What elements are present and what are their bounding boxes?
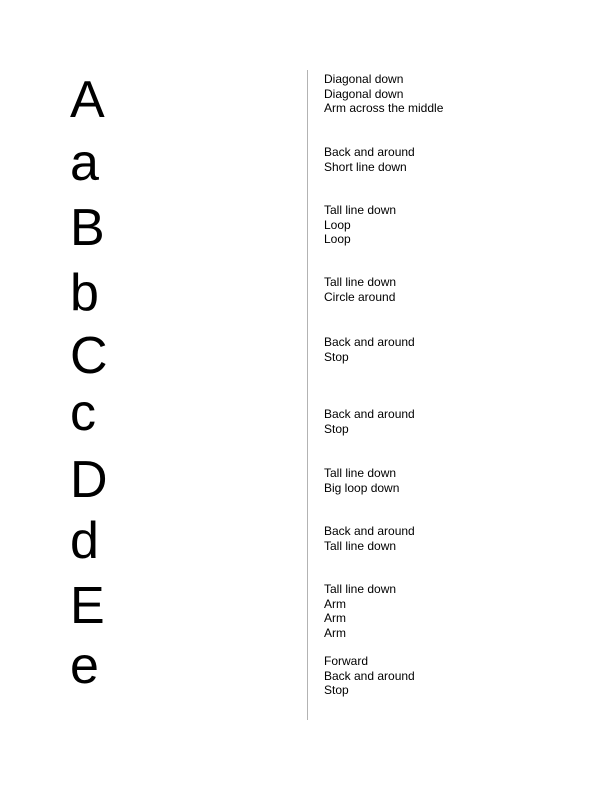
letter-lower-c: c xyxy=(70,384,96,442)
instruction-line: Stop xyxy=(324,683,349,697)
instructions-lower-a xyxy=(324,145,415,174)
letter-upper-e: E xyxy=(70,577,105,635)
instruction-line: Back and around xyxy=(324,145,415,159)
letter-lower-d: d xyxy=(70,512,99,570)
instruction-line: Back and around xyxy=(324,668,415,683)
instructions-upper-c xyxy=(324,335,415,364)
instruction-line: Diagonal down xyxy=(324,72,404,86)
letter-lower-b: b xyxy=(70,264,99,322)
letter-upper-b: B xyxy=(70,199,105,257)
instruction-line: Stop xyxy=(324,421,349,436)
instruction-line: Diagonal down xyxy=(324,86,404,101)
instruction-line: Arm xyxy=(324,611,346,625)
instruction-line: Back and around xyxy=(324,524,415,538)
instruction-line: Tall line down xyxy=(324,275,397,289)
instruction-line: Arm xyxy=(324,596,346,611)
instructions-lower-e xyxy=(324,654,415,698)
letter-lower-e: e xyxy=(70,637,99,695)
instruction-line: Big loop down xyxy=(324,480,400,495)
instruction-line: Loop xyxy=(324,232,351,246)
instructions-lower-b xyxy=(324,275,396,304)
instruction-line: Short line down xyxy=(324,159,407,174)
instruction-line: Forward xyxy=(324,654,369,668)
instruction-line: Tall line down xyxy=(324,466,397,480)
column-divider xyxy=(307,70,308,720)
instructions-upper-d xyxy=(324,466,399,495)
instruction-line: Arm xyxy=(324,625,346,640)
instructions-upper-b xyxy=(324,203,396,247)
instructions-lower-d xyxy=(324,524,415,553)
letter-lower-a: a xyxy=(70,134,99,192)
letter-upper-a: A xyxy=(70,71,105,129)
instruction-line: Tall line down xyxy=(324,582,397,596)
instruction-line: Circle around xyxy=(324,289,396,304)
letter-upper-d: D xyxy=(70,451,108,509)
instruction-line: Loop xyxy=(324,217,351,232)
instructions-lower-c xyxy=(324,407,415,436)
instructions-upper-a xyxy=(324,72,443,116)
instruction-line: Stop xyxy=(324,349,349,364)
instruction-line: Arm across the middle xyxy=(324,101,444,115)
instruction-line: Tall line down xyxy=(324,538,397,553)
instruction-line: Back and around xyxy=(324,407,415,421)
instruction-line: Tall line down xyxy=(324,203,397,217)
instructions-upper-e xyxy=(324,582,396,640)
letter-upper-c: C xyxy=(70,327,108,385)
instruction-line: Back and around xyxy=(324,335,415,349)
